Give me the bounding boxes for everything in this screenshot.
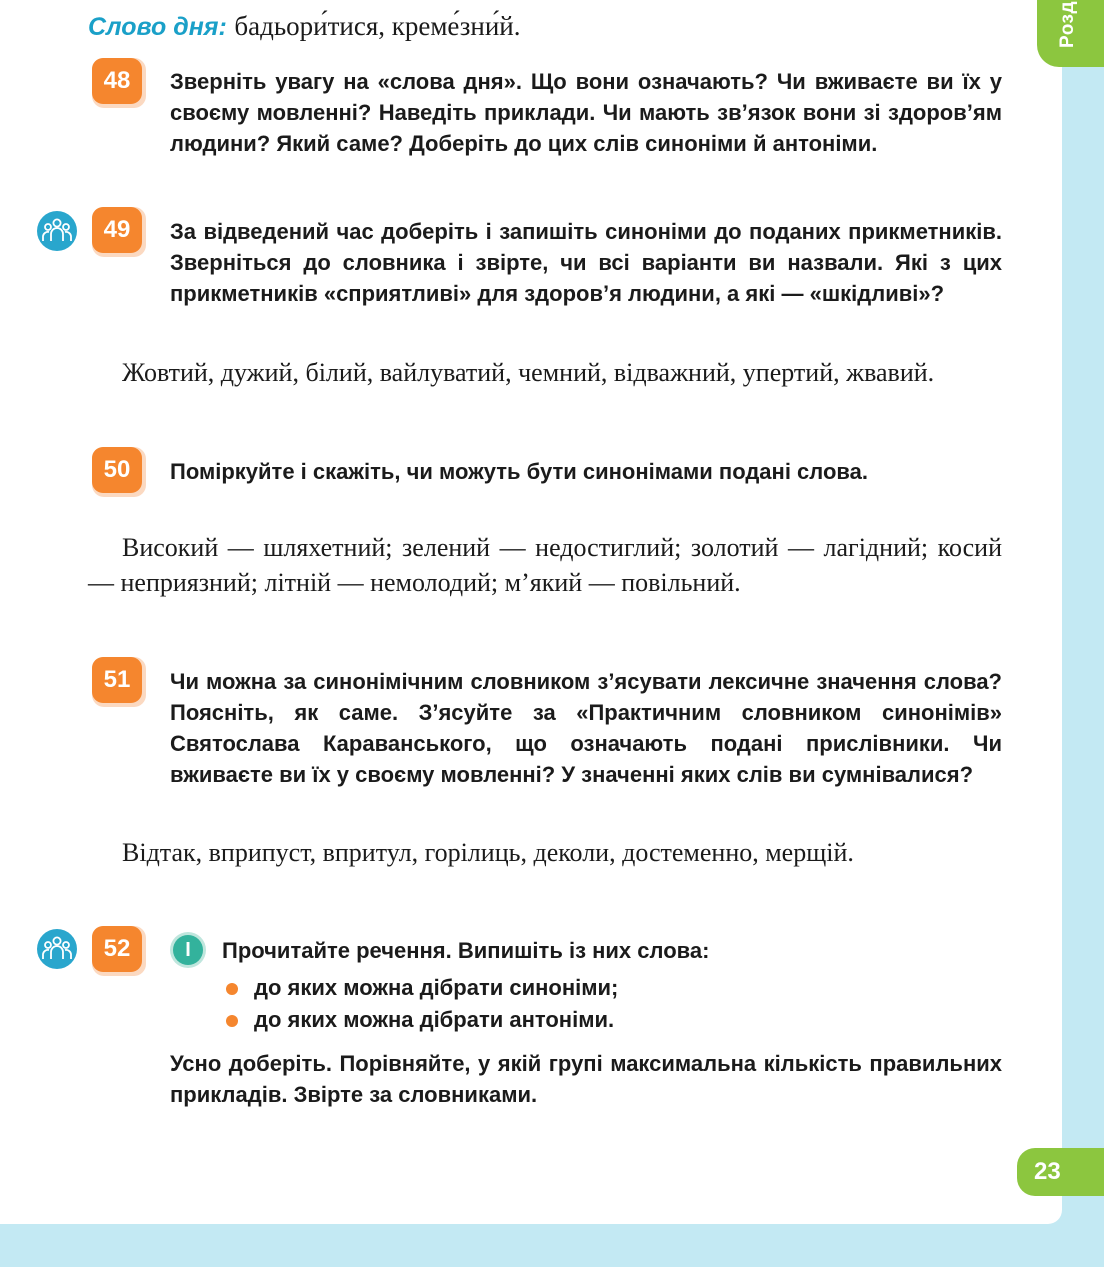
bullet-dot-icon xyxy=(226,983,238,995)
list-item: до яких можна дібрати синоніми; xyxy=(226,972,618,1004)
task-52-text: Усно доберіть. Порівняйте, у якій групі максимальна кількість правильних прикладів. Звірте за словниками. xyxy=(170,1051,1002,1107)
task-number-50: 50 xyxy=(92,447,146,497)
task-48-text: Зверніть увагу на «слова дня». Що вони означають? Чи вживаєте ви їх у своєму мовленні? Наведіть приклади. Чи мають зв’язок вони зі здоров’ям людини? Який саме? Доберіть до цих слів синоніми й антоніми. xyxy=(170,69,1002,156)
task-number-52: 52 xyxy=(92,926,146,976)
group-work-icon xyxy=(37,929,77,969)
task-number-51: 51 xyxy=(92,657,146,707)
section-tab[interactable] xyxy=(1037,0,1104,67)
group-work-icon xyxy=(37,211,77,251)
word-of-day xyxy=(88,6,521,47)
section-tab-label: Розд xyxy=(1057,0,1078,48)
task-50-text: Поміркуйте і скажіть, чи можуть бути синонімами подані слова. xyxy=(170,459,868,484)
task-50-exercise: Високий — шляхетний; зелений — недостиглий; золотий — лагідний; косий — неприязний; літній — немолодий; м’який — повільний. xyxy=(88,533,1002,597)
task-51-exercise: Відтак, вприпуст, впритул, горілиць, деколи, достеменно, мерщій. xyxy=(122,838,854,867)
word-of-day-label: Слово дня: xyxy=(88,13,227,41)
word-of-day-words: бадьори́тися, креме́зни́й. xyxy=(234,11,521,41)
page-number: 23 xyxy=(1017,1148,1104,1196)
list-item: до яких можна дібрати антоніми. xyxy=(226,1004,618,1036)
task-51-text: Чи можна за синонімічним словником з’ясувати лексичне значення слова? Поясніть, як саме. З’ясуйте за «Практичним словником синонімів» Святослава Караванського, що означають подані прислівники. Чи вживаєте ви їх у своєму мовленні? У значенні яких слів ви сумнівалися? xyxy=(170,669,1002,787)
task-49-exercise: Жовтий, дужий, білий, вайлуватий, чемний, відважний, упертий, жвавий. xyxy=(122,358,935,387)
task-number-49: 49 xyxy=(92,207,146,257)
bullet-dot-icon xyxy=(226,1015,238,1027)
task-52-bullets xyxy=(226,972,618,1036)
task-52-intro: Прочитайте речення. Випишіть із них слова: xyxy=(222,938,710,963)
level-badge: I xyxy=(170,932,206,968)
task-49-text: За відведений час доберіть і запишіть синоніми до поданих прикметників. Зверніться до словника і звірте, чи всі варіанти ви назвали. Які з цих прикметників «сприятливі» для здоров’я людини, а які — «шкідливі»? xyxy=(170,219,1002,306)
task-number-48: 48 xyxy=(92,58,146,108)
